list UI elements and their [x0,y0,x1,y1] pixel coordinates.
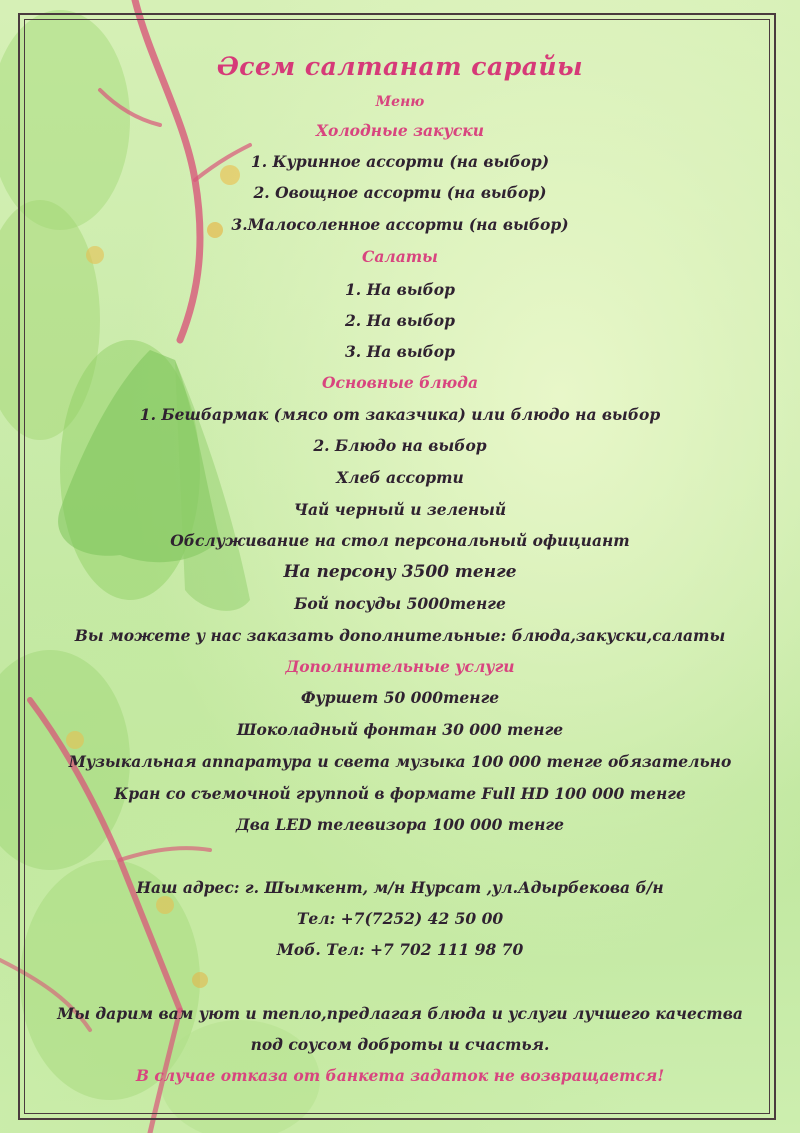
menu-item: Хлеб ассорти [336,468,464,487]
menu-item: 2. Овощное ассорти (на выбор) [253,183,547,202]
order-extra-note: Вы можете у нас заказать дополнительные: блюда,закуски,салаты [74,626,726,645]
closing-line-2: под соусом доброты и счастья. [250,1035,550,1054]
service-item: Музыкальная аппаратура и света музыка 100 000 тенге обязательно [68,752,732,771]
menu-item: 1. Бешбармак (мясо от заказчика) или блюдо на выбор [139,405,661,424]
menu-item: 1. Куринное ассорти (на выбор) [250,152,550,171]
address: Наш адрес: г. Шымкент, м/н Нурсат ,ул.Адырбекова б/н [136,878,664,897]
menu-item: 2. На выбор [345,311,455,330]
menu-item: 1. На выбор [345,280,455,299]
additional-services-heading: Дополнительные услуги [285,657,515,676]
salads-heading: Салаты [362,247,438,266]
closing-line-1: Мы дарим вам уют и тепло,предлагая блюда и услуги лучшего качества [57,1004,743,1023]
deposit-warning: В случае отказа от банкета задаток не возвращается! [135,1066,665,1085]
service-item: Шоколадный фонтан 30 000 тенге [236,720,564,739]
menu-item: Чай черный и зеленый [293,500,507,519]
service-item: Кран со съемочной группой в формате Full HD 100 000 тенге [114,784,686,803]
menu-item: 3.Малосоленное ассорти (на выбор) [231,215,569,234]
mobile-phone: Моб. Тел: +7 702 111 98 70 [276,940,524,959]
menu-item: 3. На выбор [345,342,455,361]
main-dishes-heading: Основные блюда [322,373,478,392]
price-per-person: На персону 3500 тенге [283,562,517,582]
service-note: Обслуживание на стол персональный официант [170,531,630,550]
phone: Тел: +7(7252) 42 50 00 [296,909,504,928]
service-item: Два LED телевизора 100 000 тенге [235,815,565,834]
menu-label: Меню [375,94,425,110]
venue-title: Әсем салтанат сарайы [216,52,584,81]
menu-item: 2. Блюдо на выбор [313,436,487,455]
dish-breakage-fee: Бой посуды 5000тенге [294,594,506,613]
cold-appetizers-heading: Холодные закуски [315,121,485,140]
service-item: Фуршет 50 000тенге [300,688,500,707]
